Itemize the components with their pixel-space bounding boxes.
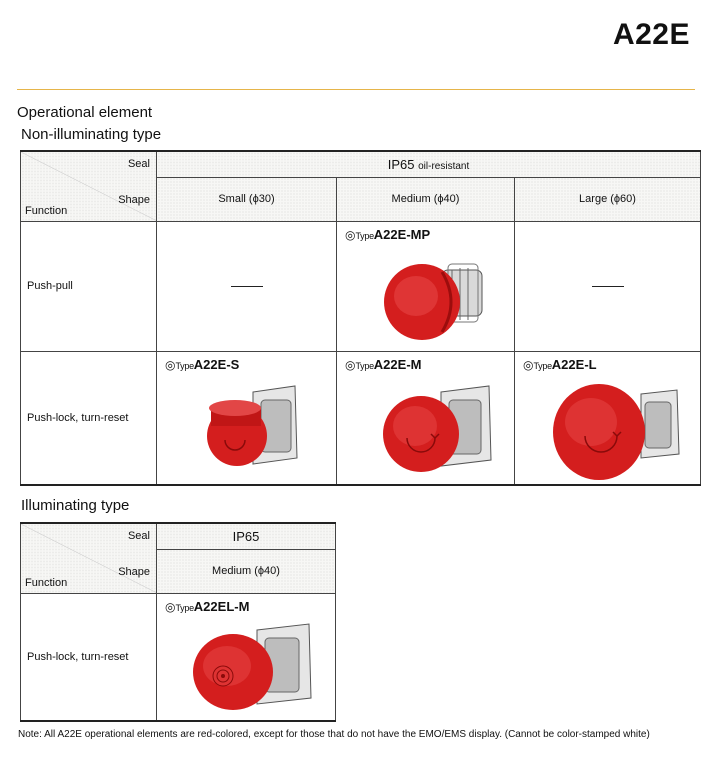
type-label: ◎TypeA22E-S [165, 356, 240, 372]
shape-medium: Medium (ϕ40) [337, 177, 515, 221]
cell-push-pull-large [515, 221, 701, 351]
mushroom-button-image [377, 376, 497, 480]
model-A22E-S: A22E-S [193, 356, 240, 372]
not-available-dash [592, 286, 624, 287]
illuminated-button-image [187, 616, 317, 718]
row-function-push-lock: Push-lock, turn-reset [21, 593, 157, 721]
type-label: ◎TypeA22E-MP [345, 226, 431, 242]
cell-illuminated-medium [157, 593, 336, 721]
type-label: ◎TypeA22E-L [523, 356, 597, 372]
model-A22E-MP: A22E-MP [373, 226, 431, 242]
row-function-push-pull: Push-pull [21, 221, 157, 351]
cell-push-pull-medium [337, 221, 515, 351]
type-label: ◎TypeA22EL-M [165, 598, 250, 614]
illuminating-table [20, 522, 336, 722]
section-title: Operational element [17, 104, 153, 121]
mushroom-button-image [382, 250, 492, 346]
shape-large: Large (ϕ60) [515, 177, 701, 221]
cell-push-lock-large [515, 351, 701, 485]
model-A22E-M: A22E-M [373, 356, 422, 372]
function-header-cell [21, 151, 157, 221]
seal-label: Seal [127, 158, 150, 170]
mushroom-button-image [545, 374, 685, 484]
seal-label: Seal [127, 530, 150, 542]
seal-value-cell: IP65 [157, 523, 336, 549]
type-label: ◎TypeA22E-M [345, 356, 422, 372]
not-available-dash [231, 286, 263, 287]
shape-label: Shape [118, 566, 150, 578]
cell-push-lock-small [157, 351, 337, 485]
non-illuminating-title: Non-illuminating type [21, 126, 162, 143]
model-A22EL-M: A22EL-M [193, 598, 250, 614]
function-label: Function [25, 576, 68, 589]
function-label: Function [25, 204, 68, 217]
mushroom-button-image [195, 378, 305, 478]
shape-label: Shape [118, 194, 150, 206]
cell-push-lock-medium [337, 351, 515, 485]
function-header-cell [21, 523, 157, 593]
model-code: A22E [612, 18, 690, 51]
cell-push-pull-small [157, 221, 337, 351]
seal-suffix: oil-resistant [418, 160, 470, 172]
shape-medium: Medium (ϕ40) [157, 549, 336, 593]
seal-value: IP65 [387, 156, 415, 172]
non-illuminating-table [20, 150, 701, 486]
footnote: Note: All A22E operational elements are red-colored, except for those that do not have the EMO/EMS display. (Cannot be color-stamped white) [18, 729, 650, 740]
row-function-push-lock: Push-lock, turn-reset [21, 351, 157, 485]
shape-small: Small (ϕ30) [157, 177, 337, 221]
model-A22E-L: A22E-L [551, 356, 597, 372]
illuminating-title: Illuminating type [21, 497, 130, 514]
seal-value-cell [157, 151, 701, 177]
header-rule [17, 89, 695, 90]
